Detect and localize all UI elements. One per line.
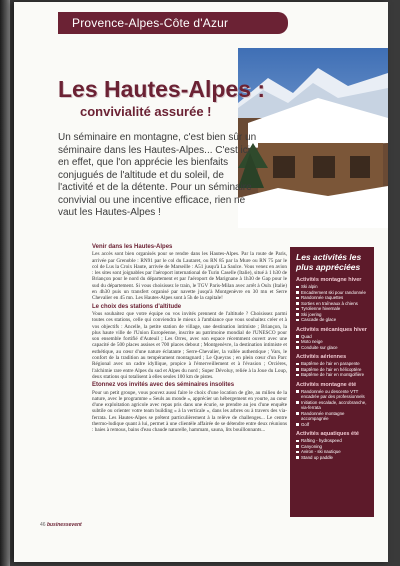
activity-item: Randonnée montagne accompagnée — [296, 411, 368, 422]
magazine-page — [14, 2, 388, 562]
magazine-brand — [47, 522, 82, 528]
section-text: Pour un petit groupe, vous pouvez aussi faire le choix d'une location de gîte, au milieu de la nature, avec le programme « Seuls au monde », apprécier un hébergement en yourte, au cœur d'une exploitation agricole avec repas pris dans une écurie, se prendre au jeu d'une enquête subtile ou orienter votre team building « à la verticale », dans les arbres ou à travers des via-ferrata. Les Hautes-Alpes se prêtent particulièrement à la relève de challenges... Le centre thermo-ludique quant à lui, permet à une clientèle affairée de se détendre entre deux réunions : baies à remous, bains d'eau chaude naturelle, hammam, sauna, lits bouillonnants... — [92, 389, 287, 434]
sidebar-title: Les activités les plus appréciées — [296, 252, 362, 272]
activity-item: Canyoning — [296, 444, 368, 450]
region-label: Provence-Alpes-Côte d'Azur — [72, 16, 229, 30]
activity-group-title: Activités mécaniques hiver — [296, 326, 367, 333]
activity-item: Ski alpin — [296, 284, 368, 290]
activities-sidebar — [290, 247, 374, 517]
activity-item: Aviron - ski nautique — [296, 449, 368, 455]
activity-list — [296, 284, 368, 323]
activity-item: Baptême de l'air en hélicoptère — [296, 367, 368, 373]
section-heading: Venir dans les Hautes-Alpes — [92, 244, 173, 250]
section-heading: Etonnez vos invités avec des séminaires insolites — [92, 382, 235, 389]
activity-item: Encadrement ski pour randonnée — [296, 290, 368, 296]
article-body — [92, 242, 287, 436]
activity-item: Sorties en traîneaux à chiens — [296, 301, 368, 307]
brand-prefix: business — [46, 522, 69, 528]
activity-group-title: Activités montagne été — [296, 381, 357, 388]
magazine-spine — [0, 0, 10, 566]
activity-item: Stand up paddle — [296, 455, 368, 461]
article-title: Les Hautes-Alpes : — [58, 76, 266, 102]
section-text: Vous souhaitez que votre équipe ou vos invités prennent de l'altitude ? Choisissez parmi toutes ces stations, celle qui conviendra le mieux à l'ambiance que vous souhaitez créer et à vos objectifs : Ancelle, la petite station de village, une destination intimiste ; Briançon, la plus haute ville de l'Union Européenne, inscrite au patrimoine mondial de l'UNESCO pour son ensemble fortifié d'Auteuil ; Les Orres, avec son espace récemment ouvert avec une capacité de 500 places assises et 700 places debout ; Montgenèvre, la destination intimiste et esthétique, au cœur d'une nature éclatante ; Serre-Chevalier, la vallée authentique ; Vars, le confort de la tradition au tempérament montagnard ; Le Queyras ; en plein cœur d'un Parc Régional avec un cadre idyllique, propice à l'émerveillement et à l'évasion ; Orcières, l'alchimie rare entre Alpes du sud et Alpes du nord ; Super Dévoluy, reliée à la Joue du Loup, deux stations qui totalisent à elles seules 100 km de pistes. — [92, 310, 287, 380]
activity-item: Ski joering — [296, 312, 368, 318]
activity-item: Moto neige — [296, 339, 368, 345]
activity-item: Golf — [296, 422, 368, 428]
brand-suffix: event — [68, 522, 82, 528]
activity-group-title: Activités montagne hiver — [296, 277, 362, 283]
activity-list — [296, 361, 368, 378]
activity-list — [296, 389, 368, 428]
activity-item: Cascade de glace — [296, 317, 368, 323]
article-intro: Un séminaire en montagne, c'est bien sûr un séminaire dans les Hautes-Alpes... C'est ici en effet, que l'on apprécie les bienfaits conjugués de l'altitude et du soleil, de l'activité et de la détente. Pour un séminaire convivial ou une incentive efficace, rien ne vaut les Hautes-Alpes ! — [58, 132, 257, 218]
activity-item: Randonnée raquettes — [296, 295, 368, 301]
section-text: Les accès sont bien organisés pour se rendre dans les Hautes-Alpes. Par la route de Paris, arrivée par Grenoble : RN91 par le col du Lautaret, ou RN 85 par la Mure ou RN 75 par le col de Lus la Croix Haute, arrivée de Marseille : A51 jusqu'à La Saulce. Vous venez en avion : les sites sont joignables par l'aéroport international de Turin Caselle (Italie), situé à 1 h30 de Briançon pour le nord du département et par l'aéroport de Marignane à 1h30 de Gap pour le sud du département. Si vous choisissez le train, le TGV Paris-Milan avec arrêt à Oulx (Italie) en 4h30 puis un transfert organisé par navette jusqu'à Montgenèvre en 30 mn et Serre Chevalier en 45 mn. Les Hautes-Alpes sont à 5h de la capitale! — [92, 251, 287, 302]
page-number: 46 — [40, 522, 46, 528]
activity-group-title: Activités aquatiques été — [296, 431, 359, 437]
chalet-snow-photo — [238, 48, 388, 228]
activity-list — [296, 438, 368, 460]
activity-item: Conduite sur glace — [296, 345, 368, 351]
region-banner — [58, 12, 288, 34]
activity-item: Baptême de l'air en parapente — [296, 361, 368, 367]
activity-item: Tyrolienne hivernale — [296, 306, 368, 312]
section-heading: Le choix des stations d'altitude — [92, 303, 182, 310]
activity-item: Quad — [296, 334, 368, 340]
page-footer — [40, 522, 82, 528]
activity-item: Baptême de l'air en montgolfière — [296, 372, 368, 378]
activity-item: Rafting - hydrospeed — [296, 438, 368, 444]
article-subtitle: convivialité assurée ! — [80, 104, 212, 119]
activity-item: Randonnée ou descente VTT encadrée par des professionnels — [296, 389, 368, 400]
activity-item: Initiation escalade, accrobranche, via-ferrata — [296, 400, 368, 411]
activity-group-title: Activités aériennes — [296, 354, 347, 360]
activity-list — [296, 334, 368, 351]
